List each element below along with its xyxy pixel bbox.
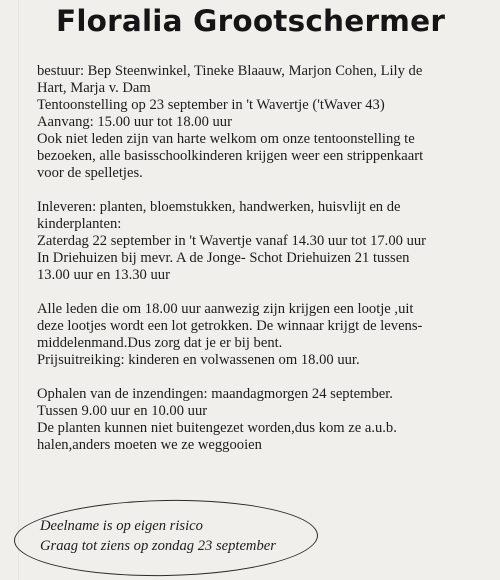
paper-fold-line <box>18 0 19 580</box>
closing-notice <box>40 516 276 556</box>
body-line: Alle leden die om 18.00 uur aanwezig zijn krijgen een lootje ,uit <box>37 301 414 317</box>
body-line: middelenmand.Dus zorg dat je er bij bent. <box>37 335 283 351</box>
closing-line: Deelname is op eigen risico <box>40 518 203 534</box>
body-line: bestuur: Bep Steenwinkel, Tineke Blaauw, Marjon Cohen, Lily de <box>37 63 423 79</box>
body-line: kinderplanten: <box>37 216 122 232</box>
body-line: Aanvang: 15.00 uur tot 18.00 uur <box>37 114 232 130</box>
body-line: Hart, Marja v. Dam <box>37 80 151 96</box>
body-line: 13.00 uur en 13.30 uur <box>37 267 170 283</box>
body-line: In Driehuizen bij mevr. A de Jonge- Schot Driehuizen 21 tussen <box>37 250 410 266</box>
paragraph-gap <box>37 284 477 301</box>
body-line: Prijsuitreiking: kinderen en volwassenen om 18.00 uur. <box>37 352 360 368</box>
body-line: halen,anders moeten we ze weggooien <box>37 437 262 453</box>
closing-line: Graag tot ziens op zondag 23 september <box>40 538 276 554</box>
paragraph-gap <box>37 369 477 386</box>
headline: Floralia Grootschermer <box>56 4 446 38</box>
body-line: Tentoonstelling op 23 september in 't Wavertje ('tWaver 43) <box>37 97 385 113</box>
body-line: Ophalen van de inzendingen: maandagmorgen 24 september. <box>37 386 393 402</box>
body-line: De planten kunnen niet buitengezet worden,dus kom ze a.u.b. <box>37 420 397 436</box>
body-line: Ook niet leden zijn van harte welkom om onze tentoonstelling te <box>37 131 415 147</box>
body-line: bezoeken, alle basisschoolkinderen krijgen weer een strippenkaart <box>37 148 424 164</box>
body-line: Tussen 9.00 uur en 10.00 uur <box>37 403 208 419</box>
body-line: voor de spelletjes. <box>37 165 143 181</box>
article-body <box>37 63 477 454</box>
body-line: Inleveren: planten, bloemstukken, handwerken, huisvlijt en de <box>37 199 401 215</box>
body-line: Zaterdag 22 september in 't Wavertje vanaf 14.30 uur tot 17.00 uur <box>37 233 427 249</box>
body-line: deze lootjes wordt een lot getrokken. De winnaar krijgt de levens- <box>37 318 423 334</box>
paragraph-gap <box>37 182 477 199</box>
